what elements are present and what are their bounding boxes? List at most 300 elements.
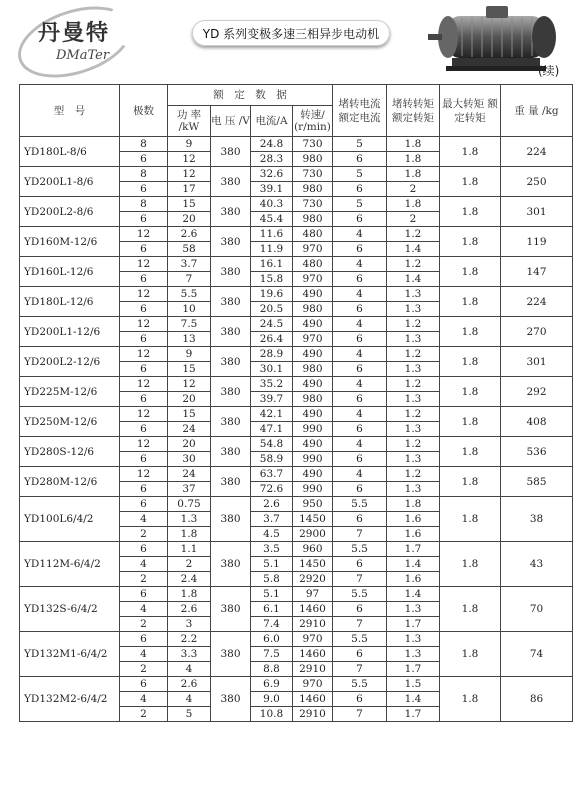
cell-model: YD280S-12/6 — [20, 437, 120, 467]
cell-voltage: 380 — [211, 137, 251, 167]
cell-weight: 224 — [501, 287, 573, 317]
cell-speed: 490 — [293, 467, 333, 482]
cell-current: 54.8 — [251, 437, 293, 452]
cell-power: 12 — [168, 377, 211, 392]
cell-current: 7.4 — [251, 617, 293, 632]
cell-current: 26.4 — [251, 332, 293, 347]
cell-power: 30 — [168, 452, 211, 467]
cell-max-torque: 1.8 — [440, 197, 501, 227]
cell-locked-torque: 1.3 — [387, 332, 440, 347]
cell-speed: 2910 — [293, 707, 333, 722]
cell-voltage: 380 — [211, 407, 251, 437]
cell-power: 37 — [168, 482, 211, 497]
cell-voltage: 380 — [211, 632, 251, 677]
cell-current: 28.9 — [251, 347, 293, 362]
cell-current: 3.7 — [251, 512, 293, 527]
cell-locked-torque: 1.8 — [387, 167, 440, 182]
cell-power: 2.2 — [168, 632, 211, 647]
cell-weight: 250 — [501, 167, 573, 197]
cell-locked-current: 6 — [333, 332, 387, 347]
cell-power: 5.5 — [168, 287, 211, 302]
cell-poles: 8 — [120, 137, 168, 152]
cell-speed: 490 — [293, 407, 333, 422]
cell-model: YD250M-12/6 — [20, 407, 120, 437]
cell-max-torque: 1.8 — [440, 227, 501, 257]
cell-speed: 1460 — [293, 692, 333, 707]
cell-voltage: 380 — [211, 677, 251, 722]
cell-model: YD200L1-8/6 — [20, 167, 120, 197]
cell-locked-torque: 1.2 — [387, 467, 440, 482]
cell-power: 1.3 — [168, 512, 211, 527]
cell-speed: 1460 — [293, 647, 333, 662]
cell-weight: 585 — [501, 467, 573, 497]
cell-locked-torque: 1.8 — [387, 152, 440, 167]
brand-logo — [16, 6, 136, 72]
cell-power: 7 — [168, 272, 211, 287]
cell-power: 4 — [168, 692, 211, 707]
cell-current: 11.9 — [251, 242, 293, 257]
cell-power: 2 — [168, 557, 211, 572]
cell-max-torque: 1.8 — [440, 542, 501, 587]
cell-weight: 408 — [501, 407, 573, 437]
cell-poles: 8 — [120, 197, 168, 212]
cell-locked-torque: 1.2 — [387, 347, 440, 362]
cell-poles: 6 — [120, 497, 168, 512]
cell-locked-current: 4 — [333, 467, 387, 482]
table-row — [20, 287, 573, 302]
cell-current: 39.7 — [251, 392, 293, 407]
cell-locked-torque: 1.8 — [387, 197, 440, 212]
cell-poles: 12 — [120, 317, 168, 332]
cell-current: 3.5 — [251, 542, 293, 557]
cell-speed: 970 — [293, 242, 333, 257]
cell-voltage: 380 — [211, 257, 251, 287]
cell-voltage: 380 — [211, 587, 251, 632]
cell-current: 47.1 — [251, 422, 293, 437]
cell-poles: 8 — [120, 167, 168, 182]
cell-power: 24 — [168, 467, 211, 482]
cell-current: 58.9 — [251, 452, 293, 467]
cell-power: 15 — [168, 407, 211, 422]
cell-power: 20 — [168, 212, 211, 227]
cell-current: 30.1 — [251, 362, 293, 377]
cell-locked-current: 6 — [333, 557, 387, 572]
page-title-banner: YD 系列变极多速三相异步电动机 — [192, 20, 390, 46]
cell-poles: 6 — [120, 677, 168, 692]
cell-locked-current: 5 — [333, 167, 387, 182]
cell-locked-current: 6 — [333, 362, 387, 377]
cell-locked-torque: 1.6 — [387, 512, 440, 527]
table-row — [20, 467, 573, 482]
cell-locked-torque: 1.3 — [387, 602, 440, 617]
cell-voltage: 380 — [211, 167, 251, 197]
cell-speed: 2900 — [293, 527, 333, 542]
cell-locked-current: 5.5 — [333, 677, 387, 692]
cell-locked-torque: 1.7 — [387, 617, 440, 632]
cell-current: 45.4 — [251, 212, 293, 227]
cell-voltage: 380 — [211, 227, 251, 257]
cell-model: YD112M-6/4/2 — [20, 542, 120, 587]
cell-voltage: 380 — [211, 317, 251, 347]
cell-locked-torque: 1.7 — [387, 662, 440, 677]
cell-locked-torque: 1.3 — [387, 482, 440, 497]
cell-voltage: 380 — [211, 467, 251, 497]
cell-locked-torque: 2 — [387, 182, 440, 197]
cell-power: 2.6 — [168, 677, 211, 692]
cell-max-torque: 1.8 — [440, 587, 501, 632]
header-rated-data: 额 定 数 据 — [168, 85, 333, 106]
cell-locked-torque: 1.8 — [387, 137, 440, 152]
cell-poles: 2 — [120, 617, 168, 632]
cell-locked-current: 4 — [333, 407, 387, 422]
cell-locked-torque: 1.3 — [387, 362, 440, 377]
cell-power: 3 — [168, 617, 211, 632]
cell-power: 20 — [168, 392, 211, 407]
cell-locked-torque: 1.3 — [387, 452, 440, 467]
cell-max-torque: 1.8 — [440, 167, 501, 197]
table-row — [20, 497, 573, 512]
cell-max-torque: 1.8 — [440, 347, 501, 377]
cell-locked-current: 4 — [333, 317, 387, 332]
cell-poles: 6 — [120, 182, 168, 197]
cell-locked-current: 6 — [333, 212, 387, 227]
table-row — [20, 542, 573, 557]
cell-poles: 4 — [120, 647, 168, 662]
cell-locked-current: 7 — [333, 662, 387, 677]
cell-max-torque: 1.8 — [440, 497, 501, 542]
cell-poles: 2 — [120, 572, 168, 587]
cell-poles: 6 — [120, 482, 168, 497]
cell-locked-current: 4 — [333, 287, 387, 302]
cell-speed: 990 — [293, 422, 333, 437]
cell-speed: 980 — [293, 182, 333, 197]
cell-poles: 2 — [120, 662, 168, 677]
cell-speed: 1450 — [293, 512, 333, 527]
cell-locked-current: 5.5 — [333, 587, 387, 602]
cell-poles: 6 — [120, 422, 168, 437]
cell-poles: 6 — [120, 272, 168, 287]
cell-locked-torque: 1.8 — [387, 497, 440, 512]
header-weight: 重 量 /kg — [501, 85, 573, 137]
cell-weight: 270 — [501, 317, 573, 347]
header-speed: 转速/ (r/min) — [293, 106, 333, 137]
header-locked-current: 堵转电流 额定电流 — [333, 85, 387, 137]
cell-current: 19.6 — [251, 287, 293, 302]
cell-locked-current: 6 — [333, 302, 387, 317]
cell-power: 3.7 — [168, 257, 211, 272]
cell-model: YD200L1-12/6 — [20, 317, 120, 347]
cell-locked-current: 5 — [333, 197, 387, 212]
cell-power: 1.8 — [168, 587, 211, 602]
cell-model: YD200L2-12/6 — [20, 347, 120, 377]
cell-locked-torque: 1.6 — [387, 572, 440, 587]
cell-speed: 1460 — [293, 602, 333, 617]
cell-poles: 2 — [120, 707, 168, 722]
cell-model: YD180L-12/6 — [20, 287, 120, 317]
cell-locked-current: 4 — [333, 437, 387, 452]
cell-poles: 4 — [120, 602, 168, 617]
cell-power: 12 — [168, 152, 211, 167]
table-row — [20, 437, 573, 452]
cell-max-torque: 1.8 — [440, 632, 501, 677]
cell-speed: 2910 — [293, 662, 333, 677]
cell-max-torque: 1.8 — [440, 437, 501, 467]
cell-current: 5.1 — [251, 587, 293, 602]
table-row — [20, 137, 573, 152]
cell-locked-torque: 1.7 — [387, 542, 440, 557]
cell-power: 0.75 — [168, 497, 211, 512]
cell-locked-current: 6 — [333, 182, 387, 197]
cell-max-torque: 1.8 — [440, 377, 501, 407]
cell-locked-current: 4 — [333, 377, 387, 392]
header-power: 功 率 /kW — [168, 106, 211, 137]
cell-current: 35.2 — [251, 377, 293, 392]
cell-locked-torque: 1.3 — [387, 632, 440, 647]
cell-max-torque: 1.8 — [440, 287, 501, 317]
cell-power: 20 — [168, 437, 211, 452]
cell-speed: 490 — [293, 437, 333, 452]
cell-locked-torque: 1.2 — [387, 437, 440, 452]
cell-locked-current: 6 — [333, 512, 387, 527]
cell-locked-current: 6 — [333, 422, 387, 437]
cell-voltage: 380 — [211, 437, 251, 467]
cell-locked-torque: 1.2 — [387, 227, 440, 242]
cell-power: 13 — [168, 332, 211, 347]
cell-voltage: 380 — [211, 497, 251, 542]
cell-locked-current: 7 — [333, 527, 387, 542]
cell-locked-torque: 1.4 — [387, 557, 440, 572]
cell-locked-current: 4 — [333, 347, 387, 362]
cell-power: 17 — [168, 182, 211, 197]
cell-locked-current: 4 — [333, 257, 387, 272]
cell-locked-current: 6 — [333, 242, 387, 257]
cell-locked-torque: 1.3 — [387, 302, 440, 317]
table-row — [20, 197, 573, 212]
cell-current: 2.6 — [251, 497, 293, 512]
cell-current: 42.1 — [251, 407, 293, 422]
cell-current: 8.8 — [251, 662, 293, 677]
cell-weight: 86 — [501, 677, 573, 722]
cell-weight: 301 — [501, 347, 573, 377]
cell-weight: 224 — [501, 137, 573, 167]
cell-locked-current: 5.5 — [333, 497, 387, 512]
cell-max-torque: 1.8 — [440, 677, 501, 722]
cell-speed: 980 — [293, 212, 333, 227]
cell-speed: 1450 — [293, 557, 333, 572]
cell-power: 4 — [168, 662, 211, 677]
cell-current: 6.9 — [251, 677, 293, 692]
table-row — [20, 587, 573, 602]
cell-poles: 6 — [120, 212, 168, 227]
cell-current: 15.8 — [251, 272, 293, 287]
cell-locked-torque: 1.5 — [387, 677, 440, 692]
cell-speed: 970 — [293, 677, 333, 692]
cell-locked-current: 6 — [333, 602, 387, 617]
cell-power: 24 — [168, 422, 211, 437]
cell-poles: 6 — [120, 587, 168, 602]
cell-locked-torque: 1.3 — [387, 287, 440, 302]
cell-poles: 12 — [120, 287, 168, 302]
cell-locked-torque: 1.7 — [387, 707, 440, 722]
cell-poles: 6 — [120, 632, 168, 647]
cell-weight: 74 — [501, 632, 573, 677]
cell-speed: 97 — [293, 587, 333, 602]
cell-locked-torque: 1.3 — [387, 422, 440, 437]
header-current: 电流/A — [251, 106, 293, 137]
cell-power: 9 — [168, 347, 211, 362]
cell-speed: 990 — [293, 452, 333, 467]
cell-current: 72.6 — [251, 482, 293, 497]
cell-speed: 480 — [293, 227, 333, 242]
cell-speed: 730 — [293, 197, 333, 212]
cell-model: YD280M-12/6 — [20, 467, 120, 497]
cell-speed: 730 — [293, 137, 333, 152]
cell-poles: 12 — [120, 437, 168, 452]
cell-locked-current: 5.5 — [333, 632, 387, 647]
cell-locked-torque: 1.2 — [387, 407, 440, 422]
cell-power: 58 — [168, 242, 211, 257]
cell-weight: 43 — [501, 542, 573, 587]
cell-current: 6.1 — [251, 602, 293, 617]
cell-power: 2.6 — [168, 602, 211, 617]
cell-speed: 2910 — [293, 617, 333, 632]
cell-max-torque: 1.8 — [440, 257, 501, 287]
cell-current: 32.6 — [251, 167, 293, 182]
table-row — [20, 632, 573, 647]
cell-locked-current: 5.5 — [333, 542, 387, 557]
cell-locked-torque: 1.6 — [387, 527, 440, 542]
cell-power: 9 — [168, 137, 211, 152]
table-row — [20, 317, 573, 332]
cell-model: YD100L6/4/2 — [20, 497, 120, 542]
cell-poles: 6 — [120, 332, 168, 347]
cell-poles: 6 — [120, 392, 168, 407]
cell-voltage: 380 — [211, 197, 251, 227]
cell-speed: 970 — [293, 332, 333, 347]
cell-poles: 2 — [120, 527, 168, 542]
cell-weight: 70 — [501, 587, 573, 632]
cell-current: 24.8 — [251, 137, 293, 152]
cell-power: 10 — [168, 302, 211, 317]
page-header — [0, 0, 587, 82]
cell-model: YD132M1-6/4/2 — [20, 632, 120, 677]
cell-model: YD132S-6/4/2 — [20, 587, 120, 632]
cell-poles: 6 — [120, 542, 168, 557]
cell-current: 10.8 — [251, 707, 293, 722]
cell-speed: 490 — [293, 347, 333, 362]
cell-max-torque: 1.8 — [440, 137, 501, 167]
logo-chinese-text: 丹曼特 — [38, 21, 111, 46]
cell-power: 15 — [168, 362, 211, 377]
cell-weight: 536 — [501, 437, 573, 467]
table-row — [20, 377, 573, 392]
table-row — [20, 407, 573, 422]
table-row — [20, 677, 573, 692]
cell-locked-current: 6 — [333, 452, 387, 467]
cell-poles: 4 — [120, 557, 168, 572]
cell-locked-torque: 1.4 — [387, 587, 440, 602]
cell-max-torque: 1.8 — [440, 407, 501, 437]
cell-model: YD225M-12/6 — [20, 377, 120, 407]
cell-speed: 970 — [293, 272, 333, 287]
cell-power: 12 — [168, 167, 211, 182]
table-row — [20, 257, 573, 272]
cell-current: 4.5 — [251, 527, 293, 542]
cell-power: 5 — [168, 707, 211, 722]
cell-current: 11.6 — [251, 227, 293, 242]
cell-current: 28.3 — [251, 152, 293, 167]
cell-max-torque: 1.8 — [440, 317, 501, 347]
cell-locked-current: 6 — [333, 152, 387, 167]
cell-current: 7.5 — [251, 647, 293, 662]
cell-locked-current: 5 — [333, 137, 387, 152]
cell-poles: 4 — [120, 512, 168, 527]
cell-poles: 12 — [120, 347, 168, 362]
cell-speed: 990 — [293, 482, 333, 497]
cell-power: 2.6 — [168, 227, 211, 242]
cell-speed: 490 — [293, 287, 333, 302]
table-row — [20, 167, 573, 182]
header-locked-torque: 堵转转矩 额定转矩 — [387, 85, 440, 137]
cell-power: 3.3 — [168, 647, 211, 662]
cell-current: 5.1 — [251, 557, 293, 572]
cell-model: YD132M2-6/4/2 — [20, 677, 120, 722]
cell-speed: 980 — [293, 362, 333, 377]
cell-current: 63.7 — [251, 467, 293, 482]
cell-poles: 6 — [120, 152, 168, 167]
cell-power: 1.1 — [168, 542, 211, 557]
cell-speed: 970 — [293, 632, 333, 647]
header-max-torque: 最大转矩 额定转矩 — [440, 85, 501, 137]
table-row — [20, 227, 573, 242]
cell-voltage: 380 — [211, 377, 251, 407]
cell-poles: 12 — [120, 407, 168, 422]
cell-locked-current: 6 — [333, 392, 387, 407]
cell-current: 5.8 — [251, 572, 293, 587]
cell-current: 16.1 — [251, 257, 293, 272]
cell-power: 1.8 — [168, 527, 211, 542]
cell-poles: 12 — [120, 377, 168, 392]
cell-power: 2.4 — [168, 572, 211, 587]
cell-power: 15 — [168, 197, 211, 212]
cell-speed: 950 — [293, 497, 333, 512]
cell-weight: 38 — [501, 497, 573, 542]
cell-model: YD160M-12/6 — [20, 227, 120, 257]
cell-poles: 4 — [120, 692, 168, 707]
cell-model: YD200L2-8/6 — [20, 197, 120, 227]
cell-locked-torque: 1.3 — [387, 647, 440, 662]
cell-speed: 980 — [293, 392, 333, 407]
cell-max-torque: 1.8 — [440, 467, 501, 497]
cell-current: 39.1 — [251, 182, 293, 197]
cell-weight: 147 — [501, 257, 573, 287]
cell-poles: 6 — [120, 362, 168, 377]
header-voltage: 电 压 /V — [211, 106, 251, 137]
cell-poles: 12 — [120, 257, 168, 272]
cell-locked-current: 6 — [333, 692, 387, 707]
cell-weight: 119 — [501, 227, 573, 257]
cell-speed: 2920 — [293, 572, 333, 587]
cell-locked-torque: 1.2 — [387, 257, 440, 272]
cell-locked-torque: 1.4 — [387, 272, 440, 287]
header-poles: 极数 — [120, 85, 168, 137]
cell-speed: 480 — [293, 257, 333, 272]
cell-locked-current: 7 — [333, 707, 387, 722]
cell-poles: 12 — [120, 227, 168, 242]
cell-current: 6.0 — [251, 632, 293, 647]
spec-table-body — [20, 137, 573, 722]
cell-locked-current: 6 — [333, 647, 387, 662]
